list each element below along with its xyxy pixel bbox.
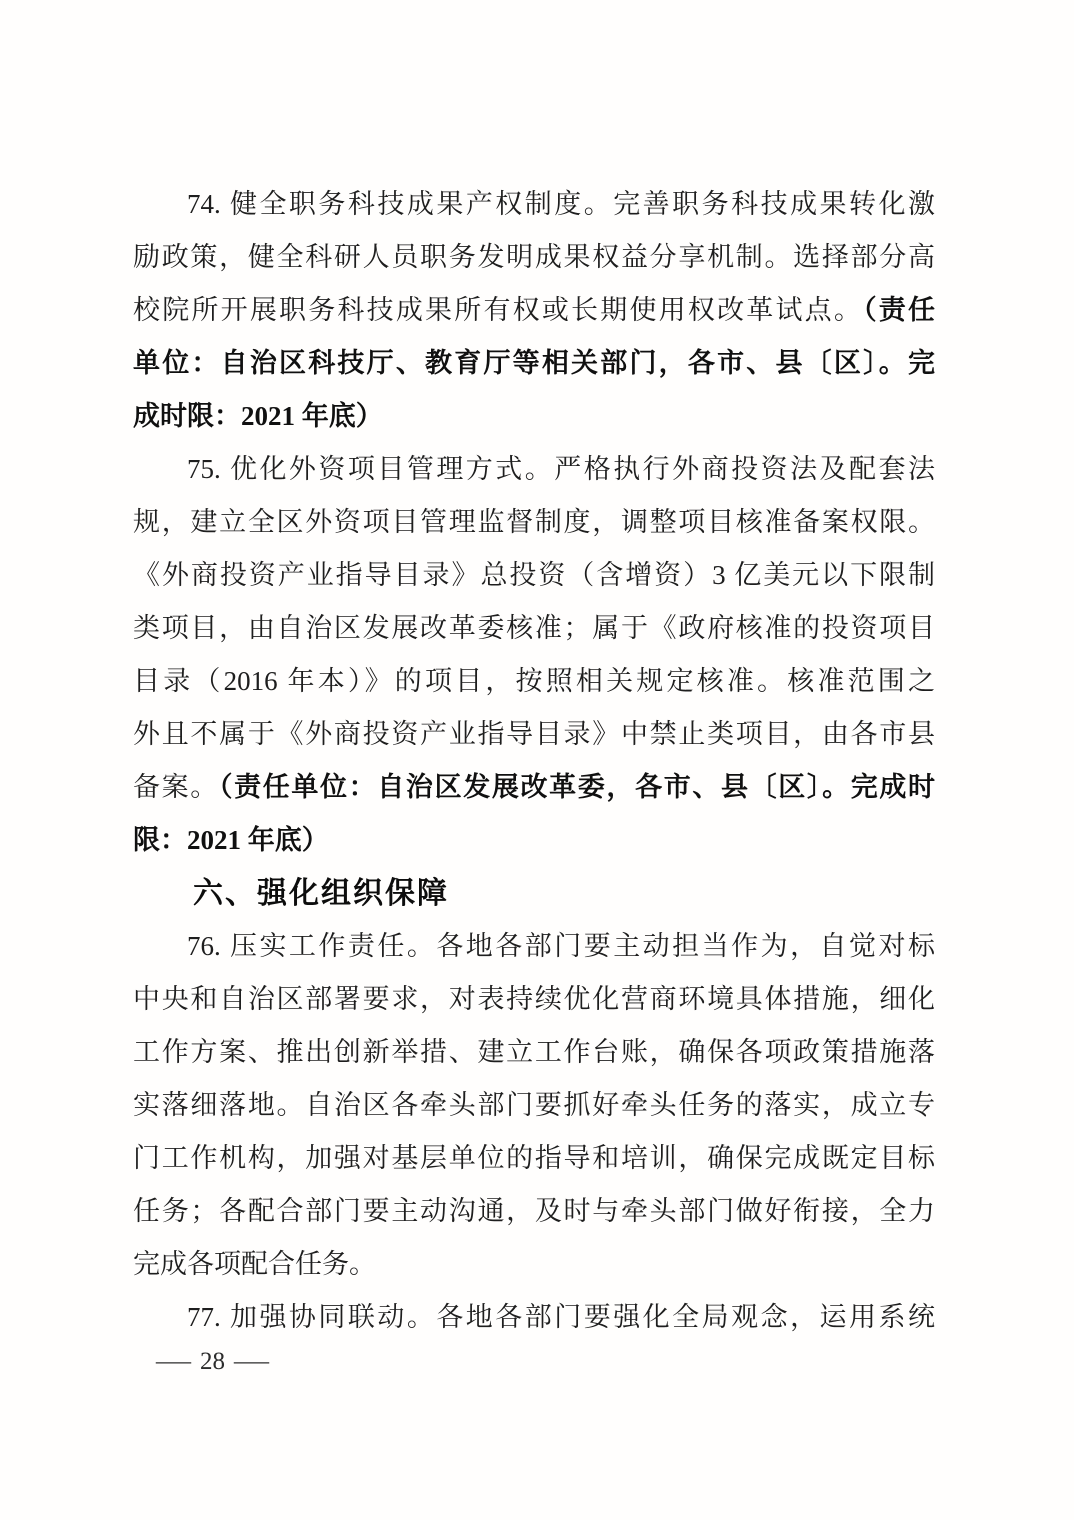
text-line [133,231,935,284]
text-line [133,761,935,814]
text-line [133,390,935,443]
text-segment: 工作方案、推出创新举措、建立工作台账，确保各项政策措施落 [133,1037,935,1067]
text-segment: 任务；各配合部门要主动沟通，及时与牵头部门做好衔接，全力 [133,1196,935,1226]
paragraph-74 [133,178,935,443]
bold-text-segment: （责任 [863,295,936,325]
text-line [133,973,935,1026]
bold-text-segment: （责任单位：自治区发展改革委，各市、县〔区〕。完成时 [218,772,936,802]
text-segment: 76. 压实工作责任。各地各部门要主动担当作为，自觉对标 [187,931,935,961]
text-segment: 《外商投资产业指导目录》总投资（含增资）3 亿美元以下限制 [133,560,935,590]
paragraph-77 [133,1291,935,1344]
text-segment: 目录（2016 年本）》的项目，按照相关规定核准。核准范围之 [133,666,935,696]
text-line [133,549,935,602]
text-line [133,655,935,708]
text-line [133,920,935,973]
page-footer [156,1345,269,1379]
bold-text-segment: 限：2021 年底） [133,825,329,855]
text-line [133,1026,935,1079]
text-line [133,284,935,337]
footer-dash-right: — [234,1348,269,1375]
text-segment: 77. 加强协同联动。各地各部门要强化全局观念，运用系统 [187,1302,935,1332]
text-line [133,1185,935,1238]
text-segment: 类项目，由自治区发展改革委核准；属于《政府核准的投资项目 [133,613,935,643]
footer-dash-left: — [156,1348,191,1375]
text-segment: 外且不属于《外商投资产业指导目录》中禁止类项目，由各市县 [133,719,935,749]
text-line [133,1079,935,1132]
text-line [133,443,935,496]
text-line [133,1291,935,1344]
text-segment: 门工作机构，加强对基层单位的指导和培训，确保完成既定目标 [133,1143,935,1173]
paragraph-75 [133,443,935,867]
text-segment: 校院所开展职务科技成果所有权或长期使用权改革试点。 [133,295,864,325]
text-line [133,708,935,761]
text-line [133,337,935,390]
text-segment: 完成各项配合任务。 [133,1249,376,1279]
text-line [133,602,935,655]
bold-text-segment: 单位：自治区科技厅、教育厅等相关部门，各市、县〔区〕。完 [133,348,935,378]
bold-text-segment: 成时限：2021 年底） [133,401,383,431]
text-line [133,814,935,867]
text-segment: 备案。 [133,772,219,802]
text-line [133,1132,935,1185]
text-segment: 规，建立全区外资项目管理监督制度，调整项目核准备案权限。 [133,507,935,537]
text-segment: 中央和自治区部署要求，对表持续优化营商环境具体措施，细化 [133,984,935,1014]
text-segment: 74. 健全职务科技成果产权制度。完善职务科技成果转化激 [187,189,935,219]
section-heading: 六、强化组织保障 [193,877,449,910]
paragraph-76 [133,920,935,1291]
text-segment: 励政策，健全科研人员职务发明成果权益分享机制。选择部分高 [133,242,935,272]
text-segment: 实落细落地。自治区各牵头部门要抓好牵头任务的落实，成立专 [133,1090,935,1120]
text-line [133,178,935,231]
page-number: 28 [200,1348,225,1375]
document-content [133,178,935,1344]
text-segment: 75. 优化外资项目管理方式。严格执行外商投资法及配套法 [187,454,935,484]
text-line [133,496,935,549]
text-line [133,1238,935,1291]
